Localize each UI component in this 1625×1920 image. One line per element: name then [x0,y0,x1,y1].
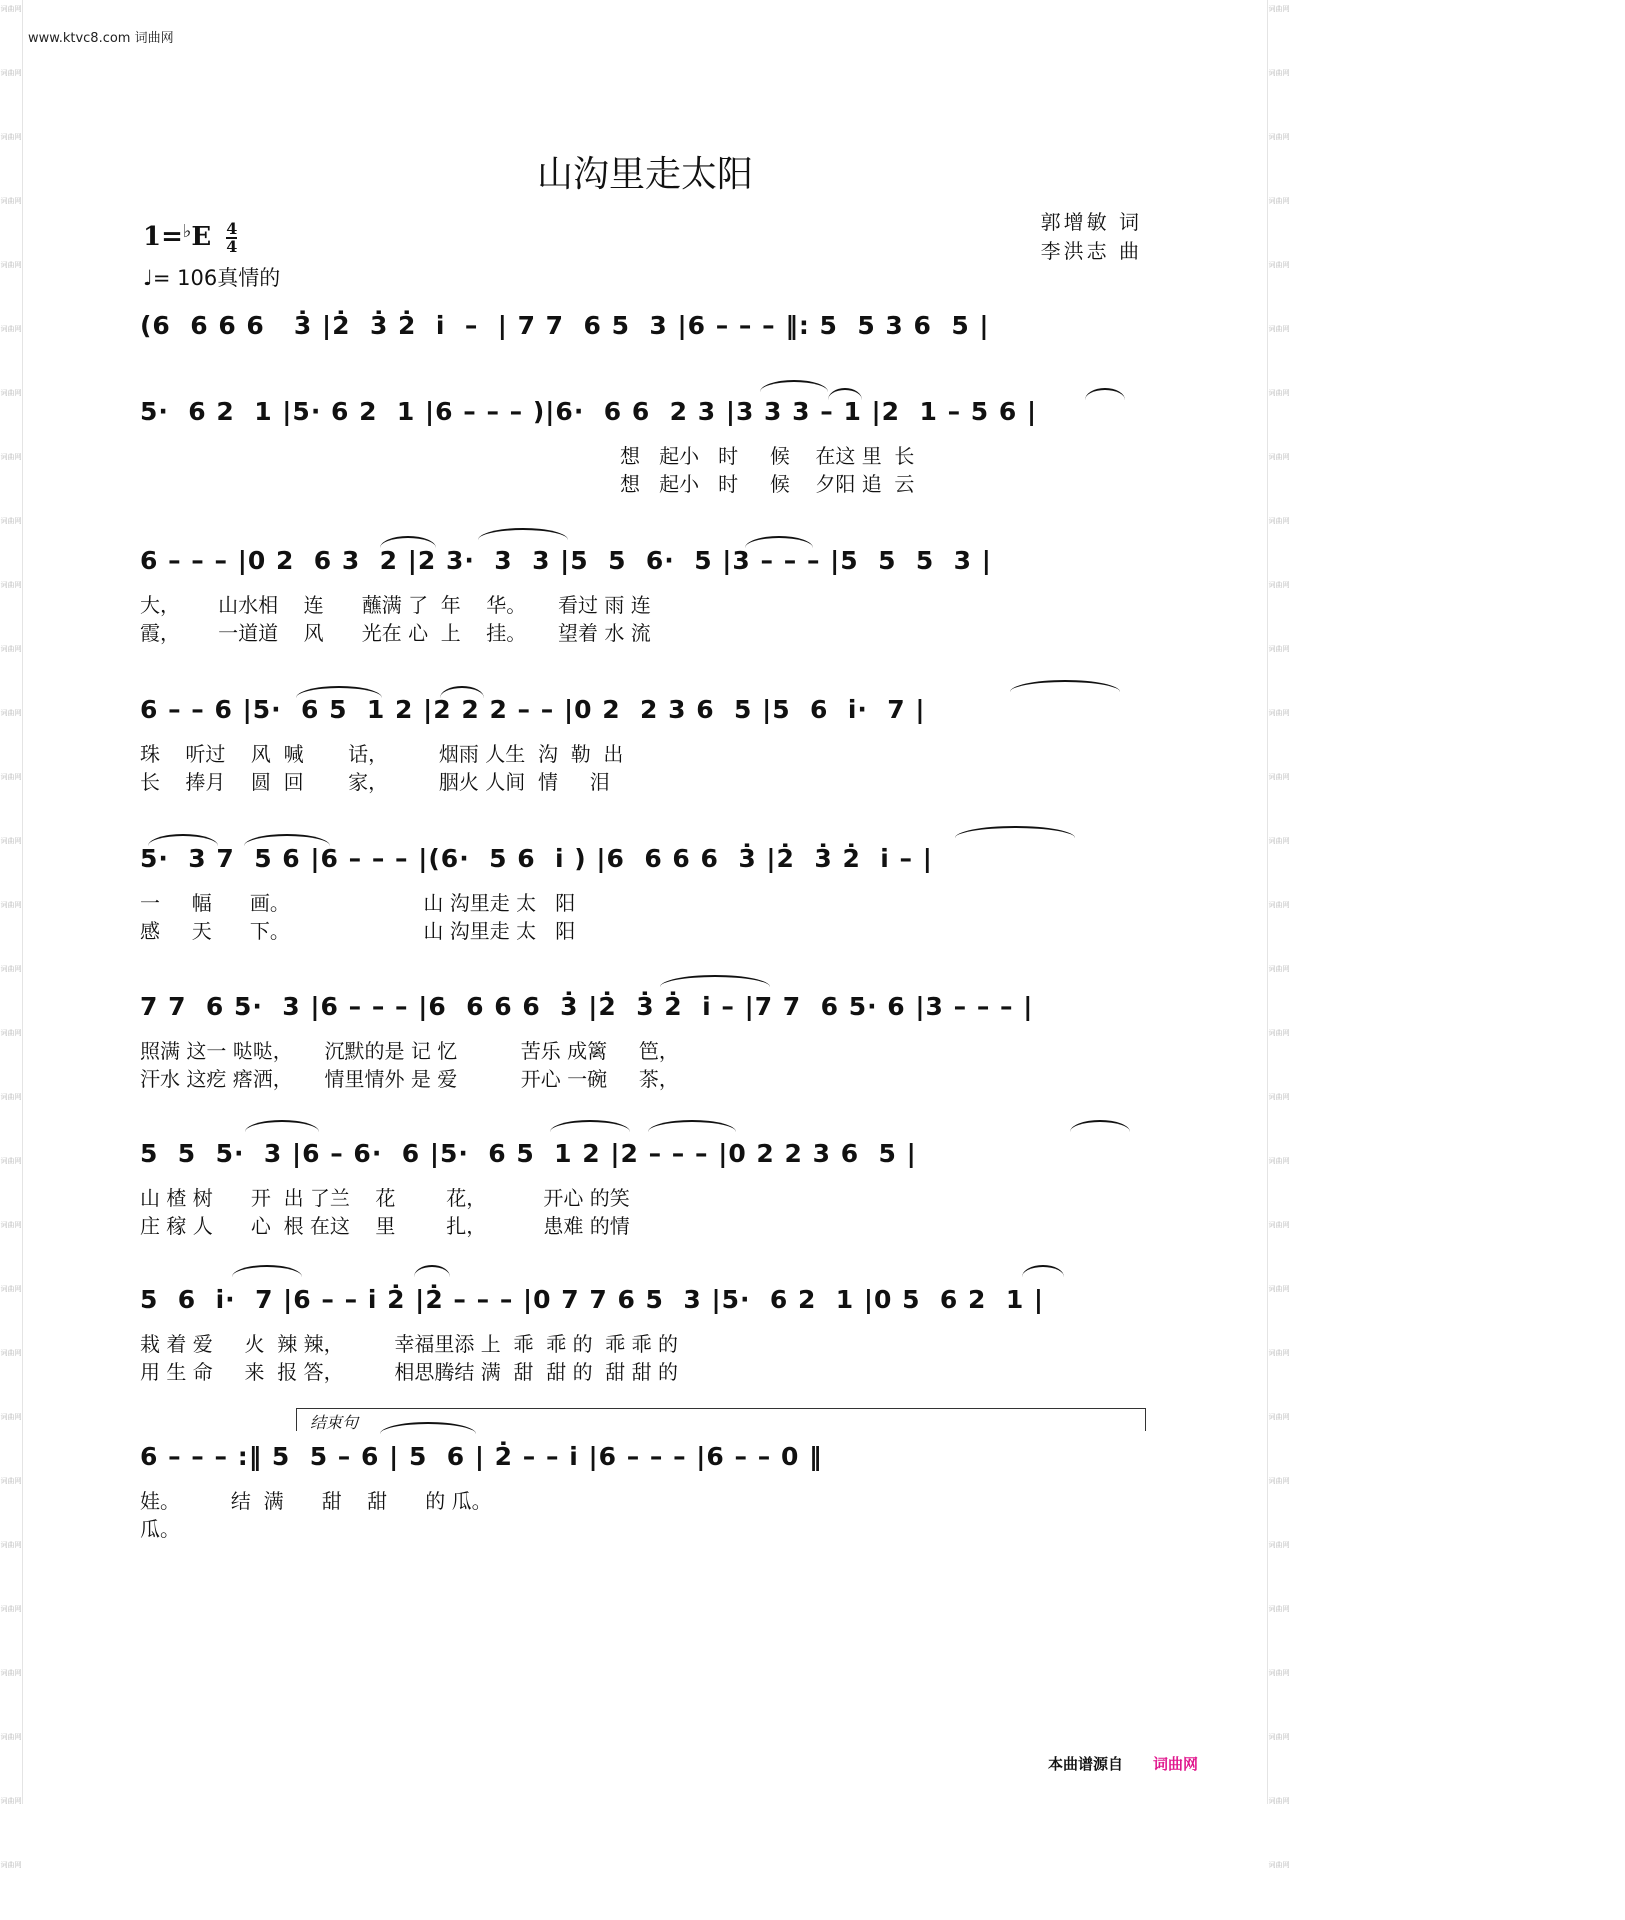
notation-line: 6 – – – :‖ 5 5 – 6 | 5 6 | 2̇ – – i̇ |6 – – – |6 – – 0 ‖ [140,1442,823,1471]
ending-label: 结束句 [310,1413,359,1432]
lyric-line-2: 用 生 命 来 报 答， 相思腾结 满 甜 甜 的 甜 甜 的 [140,1360,679,1384]
lyric-line-1: 山 楂 树 开 出 了兰 花 花， 开心 的笑 [140,1186,630,1210]
right-watermark-strip [1267,0,1290,1869]
lyric-line-2: 霞， 一道道 风 光在 心 上 挂。 望着 水 流 [140,621,651,645]
edge-watermark: 词曲网 [1268,1093,1290,1101]
site-url: www.ktvc8.com 词曲网 [28,31,174,46]
slur-mark [550,1120,630,1132]
lyric-line-2: 想 起小 时 候 夕阳 追 云 [620,472,915,496]
edge-watermark: 词曲网 [1268,197,1290,205]
edge-watermark: 词曲网 [0,965,22,973]
lyric-line-1: 照满 这一 哒哒， 沉默的是 记 忆 苦乐 成篱 笆， [140,1039,679,1063]
edge-watermark: 词曲网 [0,1413,22,1421]
slur-mark [828,388,862,400]
slur-mark [245,1120,319,1132]
edge-watermark: 词曲网 [1268,837,1290,845]
edge-watermark: 词曲网 [1268,1477,1290,1485]
slur-mark [1022,1265,1064,1277]
slur-mark [244,834,330,846]
edge-watermark: 词曲网 [0,901,22,909]
notation-line: 5 5 5· 3 |6 – 6· 6 |5· 6 5 1 2 |2 – – – |0 2 2 3 6 5 | [140,1139,917,1168]
edge-watermark: 词曲网 [1268,645,1290,653]
notation-line: 6 – – – |0 2 6 3 2 |2 3· 3 3 |5 5 6· 5 |3 – – – |5 5 5 3 | [140,546,992,575]
time-signature [226,221,237,255]
edge-watermark: 词曲网 [0,133,22,141]
edge-watermark: 词曲网 [0,837,22,845]
lyric-line-2: 瓜。 [140,1517,180,1541]
edge-watermark: 词曲网 [0,1221,22,1229]
edge-watermark: 词曲网 [1268,261,1290,269]
score-row-6 [140,987,1145,1091]
notation-line: 5 6 i̇· 7 |6 – – i̇ 2̇ |2̇ – – – |0 7 7 6 5 3 |5· 6 2 1 |0 5 6 2 1 | [140,1285,1045,1314]
edge-watermark: 词曲网 [1268,453,1290,461]
notation-line: 7 7 6 5· 3 |6 – – – |6 6 6 6 3̇ |2̇ 3̇ 2̇ i̇ – |7 7 6 5· 6 |3 – – – | [140,992,1034,1021]
lyric-line-1: 想 起小 时 候 在这 里 长 [620,444,915,468]
lyric-line-2: 感 天 下。 山 沟里走 太 阳 [140,919,576,943]
score-row-9 [140,1437,1145,1541]
notation-line: 5· 3 7 5 6 |6 – – – |(6· 5 6 i̇ ) |6 6 6 6 3̇ |2̇ 3̇ 2̇ i̇ – | [140,844,933,873]
edge-watermark: 词曲网 [1268,1413,1290,1421]
key-signature [143,221,237,255]
meter-top: 4 [226,219,238,238]
edge-watermark: 词曲网 [0,517,22,525]
footer-source: 本曲谱源自 词曲网 [1048,1755,1199,1773]
slur-mark [660,975,770,987]
meter-bottom: 4 [226,237,238,256]
score-row-8 [140,1280,1145,1384]
edge-watermark: 词曲网 [0,325,22,333]
notation-line: 5· 6 2 1 |5· 6 2 1 |6 – – – )|6· 6 6 2 3 |3 3 3 – 1 |2 1 – 5 6 | [140,397,1038,426]
tempo-marking: ♩= 106真情的 [143,266,281,290]
lyric-line-2: 长 捧月 圆 回 家， 胭火 人间 情 泪 [140,770,610,794]
notation-line: 6 – – 6 |5· 6 5 1 2 |2 2 2 – – |0 2 2 3 6 5 |5 6 i̇· 7 | [140,695,926,724]
left-watermark-strip [0,0,23,1869]
edge-watermark: 词曲网 [1268,773,1290,781]
edge-watermark: 词曲网 [0,581,22,589]
edge-watermark: 词曲网 [1268,965,1290,973]
lyric-line-2: 庄 稼 人 心 根 在这 里 扎， 患难 的情 [140,1214,630,1238]
edge-watermark: 词曲网 [1268,1157,1290,1165]
score-row-3 [140,541,1145,645]
edge-watermark: 词曲网 [1268,901,1290,909]
edge-watermark: 词曲网 [0,773,22,781]
score-row-7 [140,1134,1145,1238]
key-label: 1= [143,222,183,252]
edge-watermark: 词曲网 [0,453,22,461]
slur-mark [440,686,484,698]
edge-watermark: 词曲网 [1268,69,1290,77]
edge-watermark: 词曲网 [0,69,22,77]
lyric-line-1: 栽 着 爱 火 辣 辣， 幸福里添 上 乖 乖 的 乖 乖 的 [140,1332,679,1356]
edge-watermark: 词曲网 [1268,1349,1290,1357]
edge-watermark: 词曲网 [1268,1669,1290,1677]
slur-mark [1070,1120,1130,1132]
score-row-5 [140,839,1145,943]
edge-watermark: 词曲网 [0,1669,22,1677]
slur-mark [648,1120,736,1132]
edge-watermark: 词曲网 [1268,1797,1290,1805]
edge-watermark: 词曲网 [0,709,22,717]
edge-watermark: 词曲网 [0,1541,22,1549]
slur-mark [955,826,1075,838]
slur-mark [478,528,568,540]
edge-watermark: 词曲网 [1268,1541,1290,1549]
edge-watermark: 词曲网 [0,1093,22,1101]
notation-line: (6 6 6 6 3̇ |2̇ 3̇ 2̇ i̇ – | 7 7 6 5 3 |6 – – – ‖: 5 5 3 6 5 | [140,311,990,340]
slur-mark [1085,388,1125,400]
slur-mark [414,1265,450,1277]
flat-sign: ♭ [182,221,192,242]
slur-mark [296,686,382,698]
edge-watermark: 词曲网 [0,197,22,205]
edge-watermark: 词曲网 [0,1285,22,1293]
song-title: 山沟里走太阳 [536,154,753,195]
edge-watermark: 词曲网 [0,5,22,13]
edge-watermark: 词曲网 [1268,325,1290,333]
edge-watermark: 词曲网 [1268,1733,1290,1741]
lyric-line-1: 大， 山水相 连 蘸满 了 年 华。 看过 雨 连 [140,593,651,617]
edge-watermark: 词曲网 [1268,133,1290,141]
slur-mark [745,536,813,548]
edge-watermark: 词曲网 [0,1797,22,1805]
edge-watermark: 词曲网 [1268,1285,1290,1293]
edge-watermark: 词曲网 [0,1029,22,1037]
edge-watermark: 词曲网 [0,261,22,269]
score-row-1 [140,306,1145,366]
edge-watermark: 词曲网 [0,389,22,397]
slur-mark [232,1265,302,1277]
lyric-line-2: 汗水 这疙 瘩洒， 情里情外 是 爱 开心 一碗 茶， [140,1067,679,1091]
edge-watermark: 词曲网 [0,645,22,653]
slur-mark [148,834,218,846]
edge-watermark: 词曲网 [1268,581,1290,589]
lyric-line-1: 娃。 结 满 甜 甜 的 瓜。 [140,1489,492,1513]
composer-credit: 李洪志 曲 [1040,239,1142,263]
score-row-2 [140,392,1145,496]
edge-watermark: 词曲网 [1268,1221,1290,1229]
lyric-line-1: 一 幅 画。 山 沟里走 太 阳 [140,891,576,915]
lyric-line-1: 珠 听过 风 喊 话， 烟雨 人生 沟 勒 出 [140,742,624,766]
lyricist-credit: 郭增敏 词 [1040,210,1142,234]
edge-watermark: 词曲网 [1268,1605,1290,1613]
slur-mark [760,380,828,392]
key-note: E [191,222,212,252]
slur-mark [1010,680,1120,692]
edge-watermark: 词曲网 [1268,5,1290,13]
edge-watermark: 词曲网 [1268,389,1290,397]
credits [1041,208,1142,266]
edge-watermark: 词曲网 [0,1349,22,1357]
edge-watermark: 词曲网 [1268,1861,1290,1869]
edge-watermark: 词曲网 [1268,709,1290,717]
edge-watermark: 词曲网 [0,1861,22,1869]
edge-watermark: 词曲网 [0,1157,22,1165]
slur-mark [380,536,436,548]
edge-watermark: 词曲网 [0,1477,22,1485]
edge-watermark: 词曲网 [1268,517,1290,525]
edge-watermark: 词曲网 [0,1733,22,1741]
edge-watermark: 词曲网 [0,1605,22,1613]
edge-watermark: 词曲网 [1268,1029,1290,1037]
score-row-4 [140,690,1145,794]
